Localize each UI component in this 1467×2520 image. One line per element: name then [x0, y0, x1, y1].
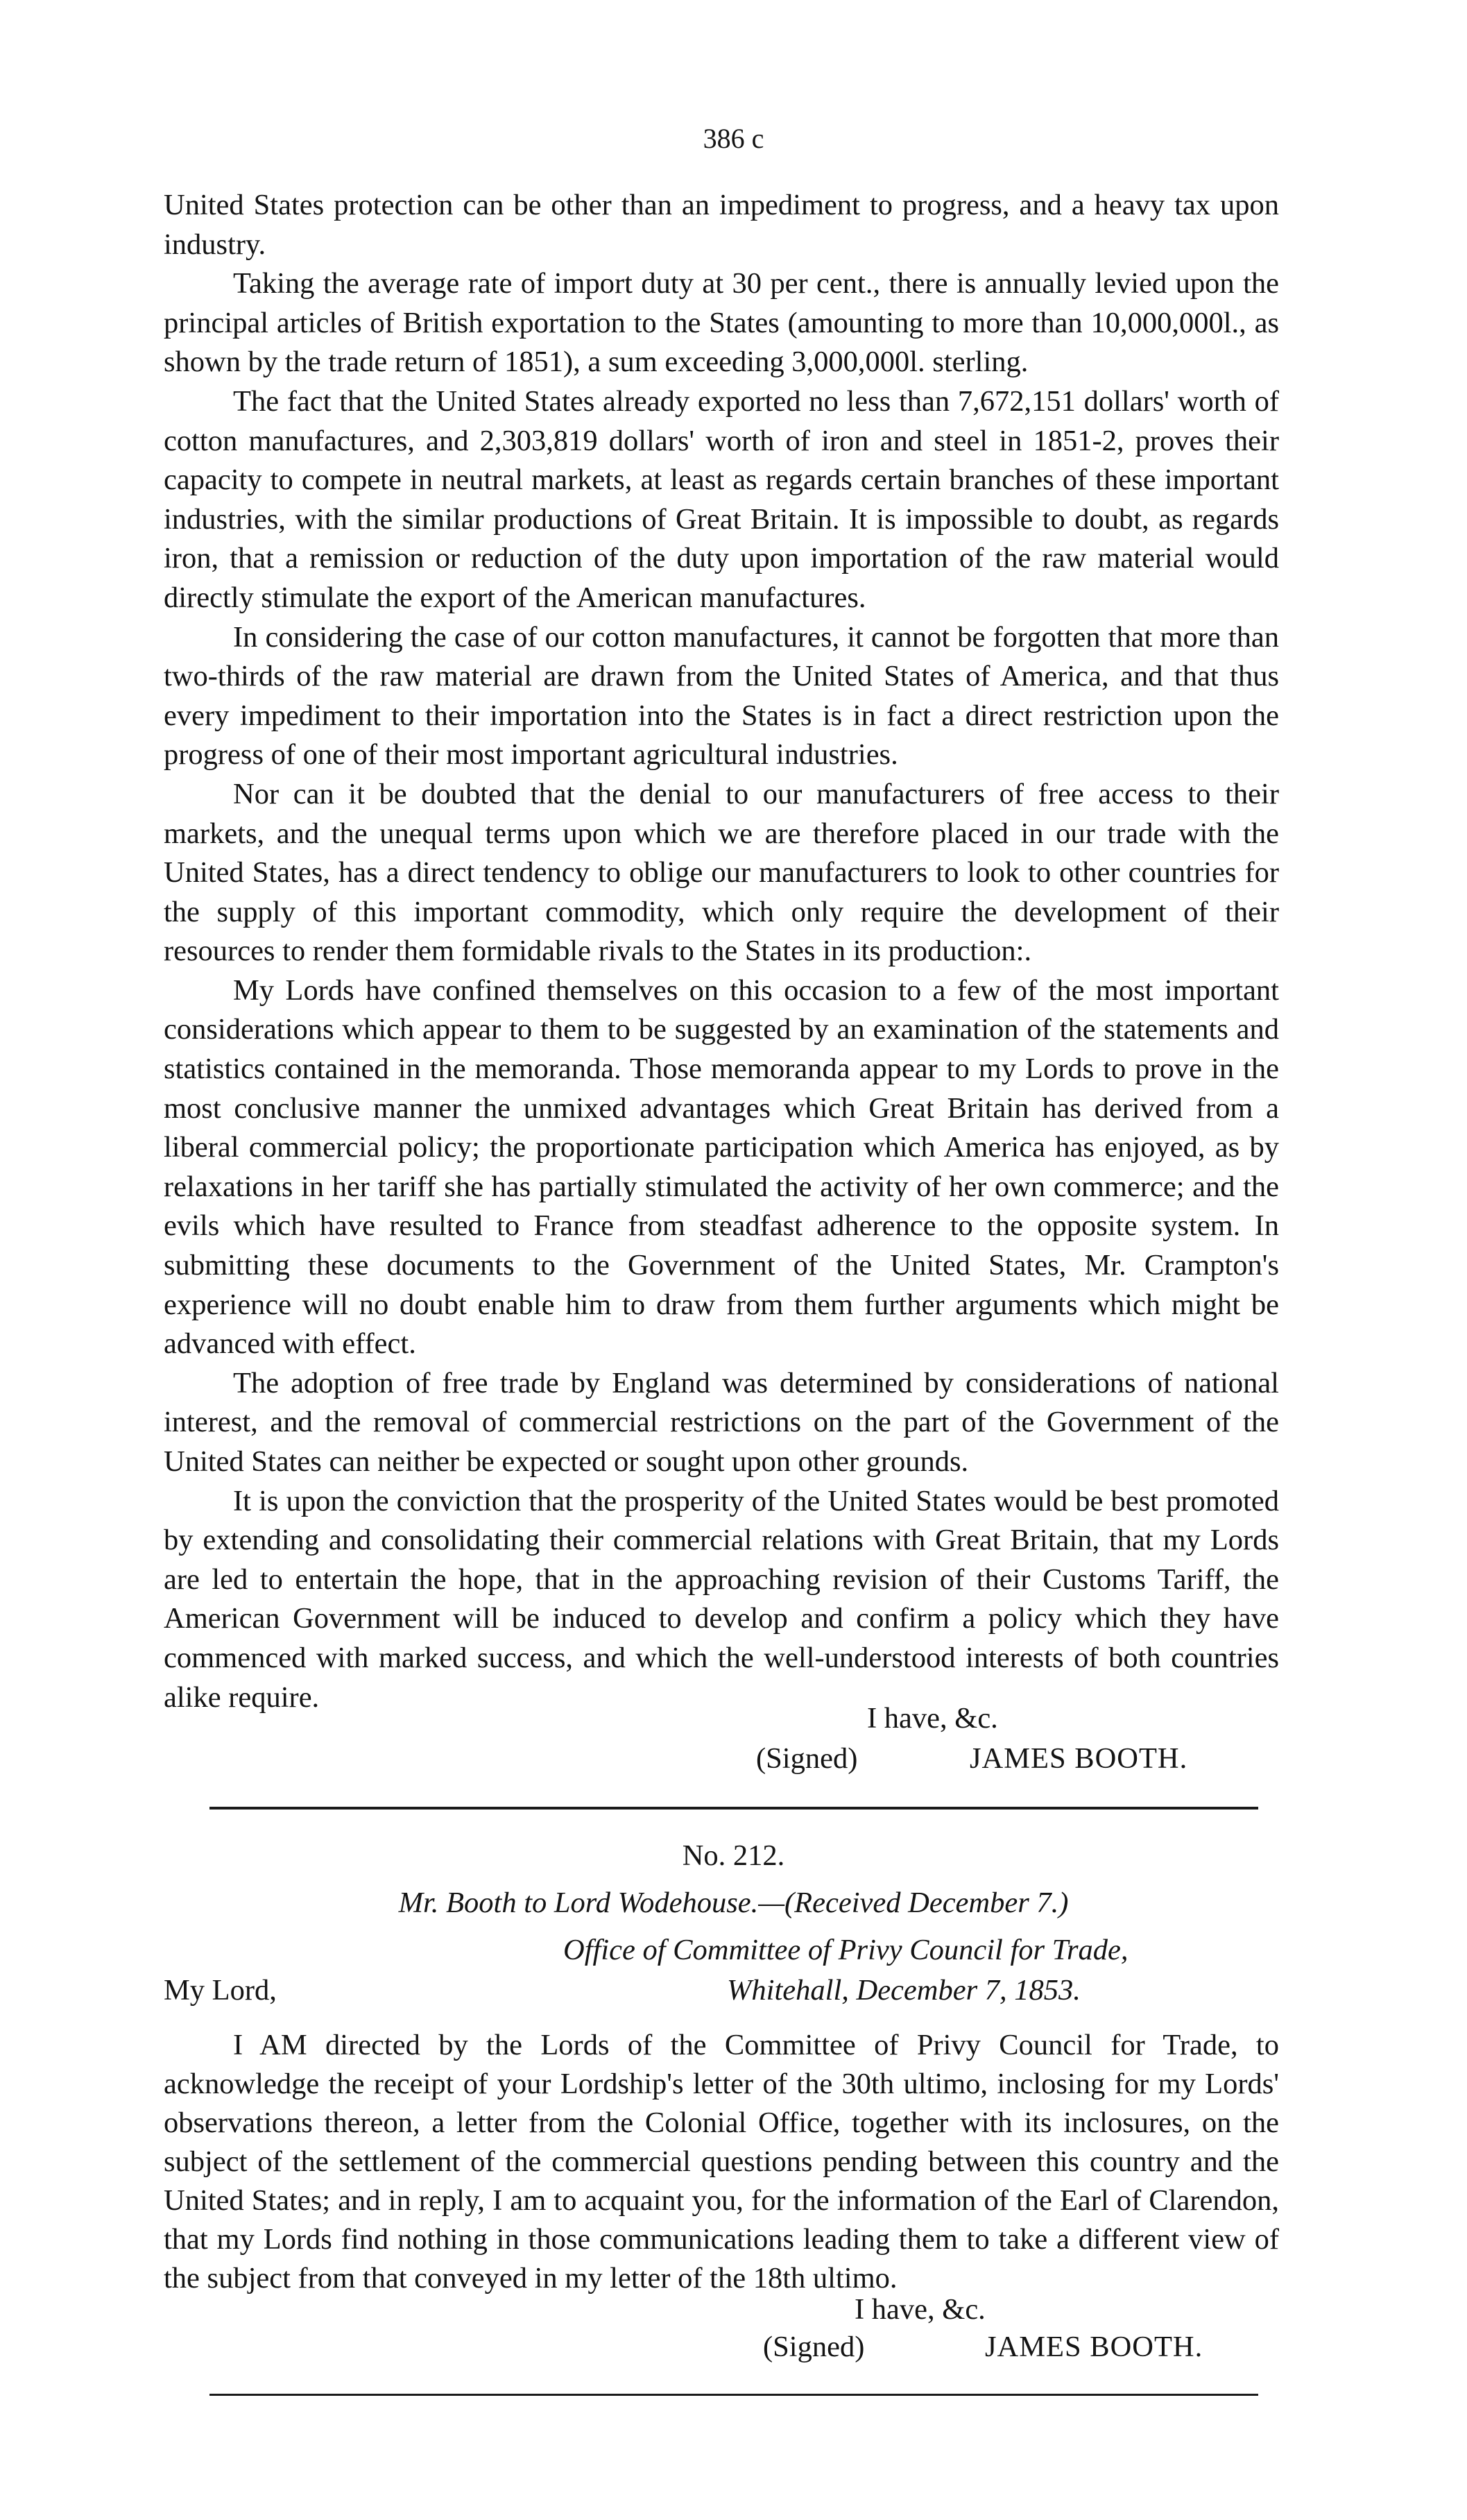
paragraph: I AM directed by the Lords of the Committee of Privy Council for Trade, to acknowledge the receipt of your Lordship's letter of the 30th ultimo, inclosing for my Lords' observations thereon, a letter from the Colonial Office, together with its inclosures, on the subject of the settlement of the commercial questions pending between this country and the United States; and in reply, I am to acquaint you, for the information of the Earl of Clarendon, that my Lords find nothing in those communications leading them to take a different view of the subject from that conveyed in my letter of the 18th ultimo.: [164, 2029, 1279, 2295]
letter-heading: Mr. Booth to Lord Wodehouse.—(Received December 7.): [398, 1887, 1069, 1919]
office-line-2: Whitehall, December 7, 1853.: [727, 1974, 1081, 2007]
paragraph: My Lords have confined themselves on this occasion to a few of the most important considerations which appear to them to be suggested by an examination of the statements and statistics contained in the memoranda. Those memoranda appear to my Lords to prove in the most conclusive manner the unmixed advantages which Great Britain has derived from a liberal commercial policy; the proportionate participation which America has enjoyed, as by relaxations in her tariff she has partially stimulated the activity of her own commerce; and the evils which have resulted to France from steadfast adherence to the opposite system. In submitting these documents to the Government of the United States, Mr. Crampton's experience will no doubt enable him to draw from them further arguments which might be advanced with effect.: [164, 973, 1279, 1361]
letter-number: No. 212.: [682, 1839, 785, 1872]
page-number: 386 c: [703, 123, 764, 154]
signer-name: JAMES BOOTH.: [970, 1742, 1188, 1775]
divider-rule: [209, 2394, 1258, 2396]
signed-label: (Signed): [763, 2331, 865, 2363]
letter-body: [164, 186, 1279, 1717]
paragraph: In considering the case of our cotton manufactures, it cannot be forgotten that more than two-thirds of the raw material are drawn from the United States of America, and that thus every impediment to their importation into the States is in fact a direct restriction upon the progress of one of their most important agricultural industries.: [164, 620, 1279, 772]
salutation: My Lord,: [164, 1974, 277, 2007]
signer-name: JAMES BOOTH.: [985, 2331, 1203, 2363]
paragraph: United States protection can be other than an impediment to progress, and a heavy tax upon industry.: [164, 189, 1279, 261]
office-line-1: Office of Committee of Privy Council for Trade,: [563, 1934, 1129, 1966]
signed-label: (Signed): [756, 1742, 858, 1775]
paragraph: It is upon the conviction that the prosperity of the United States would be best promoted by extending and consolidating their commercial relations with Great Britain, that my Lords are led to entertain the hope, that in the approaching revision of their Customs Tariff, the American Government will be induced to develop and confirm a policy which they have commenced with marked success, and which the well-understood interests of both countries alike require.: [164, 1484, 1279, 1714]
paragraph: The adoption of free trade by England was determined by considerations of national interest, and the removal of commercial restrictions on the part of the Government of the United States can neither be expected or sought upon other grounds.: [164, 1366, 1279, 1478]
paragraph: Taking the average rate of import duty at 30 per cent., there is annually levied upon the principal articles of British exportation to the States (amounting to more than 10,000,000l., as shown by the trade return of 1851), a sum exceeding 3,000,000l. sterling.: [164, 267, 1279, 379]
paragraph: The fact that the United States already exported no less than 7,672,151 dollars' worth of cotton manufactures, and 2,303,819 dollars' worth of iron and steel in 1851-2, proves their capacity to compete in neutral markets, at least as regards certain branches of these important industries, with the similar productions of Great Britain. It is impossible to doubt, as regards iron, that a remission or reduction of the duty upon importation of the raw material would directly stimulate the export of the American manufactures.: [164, 384, 1279, 614]
divider-rule: [209, 1807, 1258, 1810]
paragraph: Nor can it be doubted that the denial to our manufacturers of free access to their markets, and the unequal terms upon which we are therefore placed in our trade with the United States, has a direct tendency to oblige our manufacturers to look to other countries for the supply of this important commodity, which only require the development of their resources to render them formidable rivals to the States in its production:.: [164, 777, 1279, 968]
letter-body-2: [164, 2026, 1279, 2298]
closing-text: I have, &c.: [855, 2293, 986, 2326]
closing-text: I have, &c.: [867, 1702, 998, 1735]
